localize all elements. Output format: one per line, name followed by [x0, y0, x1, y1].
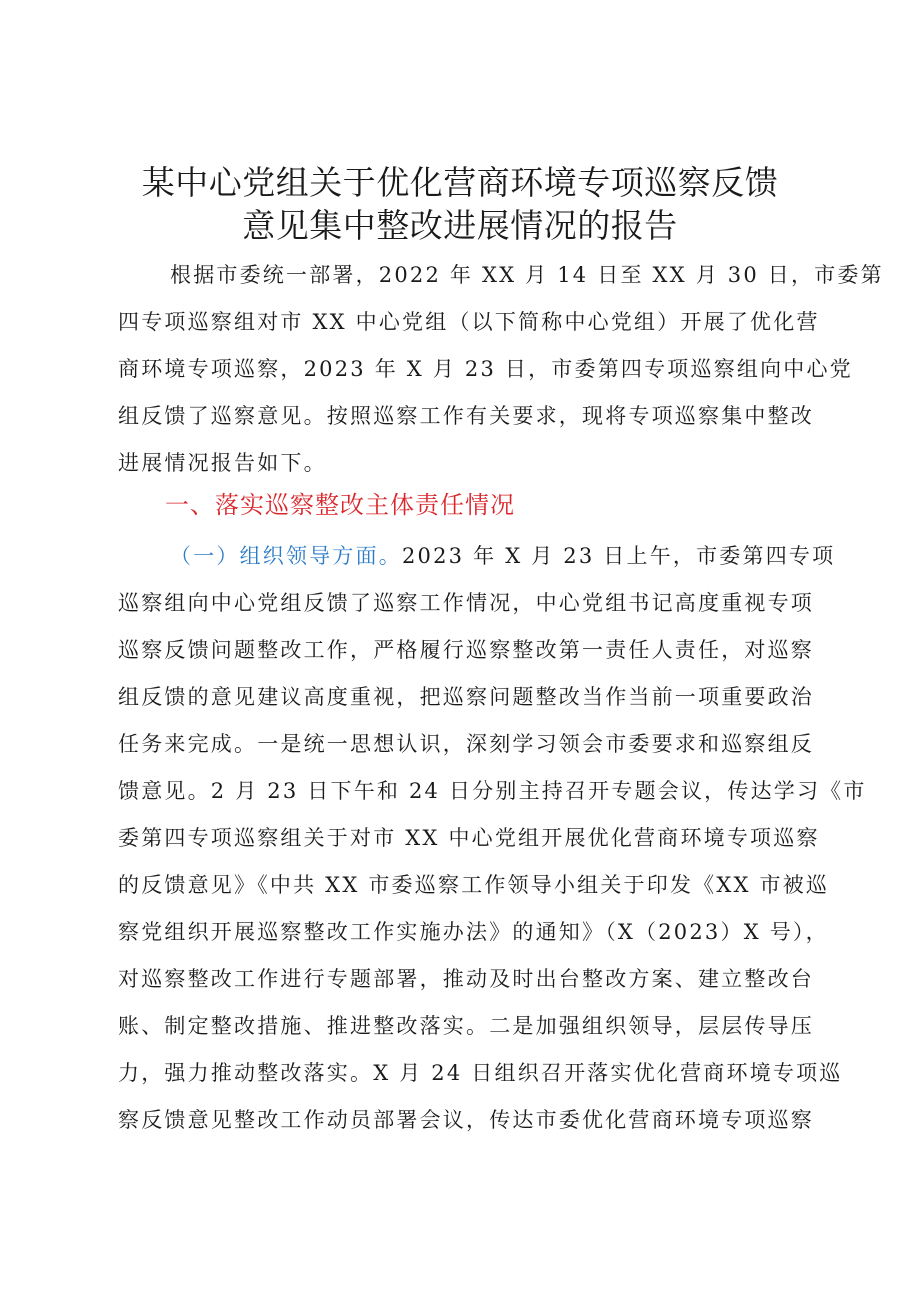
intro-paragraph-line: 根据市委统一部署，2022 年 XX 月 14 日至 XX 月 30 日，市委第: [170, 263, 884, 287]
intro-paragraph-line: 组反馈了巡察意见。按照巡察工作有关要求，现将专项巡察集中整改: [118, 404, 814, 428]
report-title-line-2: 意见集中整改进展情况的报告: [242, 206, 678, 245]
intro-paragraph-line: 进展情况报告如下。: [118, 451, 327, 475]
body-paragraph-line: 的反馈意见》《中共 XX 市委巡察工作领导小组关于印发《XX 市被巡: [118, 873, 830, 897]
body-paragraph-line: 对巡察整改工作进行专题部署，推动及时出台整改方案、建立整改台: [118, 967, 814, 991]
section-heading: 一、落实巡察整改主体责任情况: [165, 491, 515, 519]
body-paragraph-line: 组反馈的意见建议高度重视，把巡察问题整改当作当前一项重要政治: [118, 685, 814, 709]
body-paragraph-line: 任务来完成。一是统一思想认识，深刻学习领会市委要求和巡察组反: [118, 732, 814, 756]
subsection-first-line-text: 2023 年 X 月 23 日上午，市委第四专项: [402, 544, 836, 568]
body-paragraph-line: 察党组织开展巡察整改工作实施办法》的通知》（X（2023）X 号），: [118, 920, 829, 944]
intro-paragraph-line: 商环境专项巡察，2023 年 X 月 23 日，市委第四专项巡察组向中心党: [118, 357, 853, 381]
report-title-line-1: 某中心党组关于优化营商环境专项巡察反馈: [141, 163, 779, 202]
subsection-heading: （一）组织领导方面。: [170, 544, 402, 568]
intro-paragraph-line: 四专项巡察组对市 XX 中心党组（以下简称中心党组）开展了优化营: [118, 310, 820, 334]
subsection-first-line: [170, 541, 836, 571]
body-paragraph-line: 巡察反馈问题整改工作，严格履行巡察整改第一责任人责任，对巡察: [118, 638, 814, 662]
body-paragraph-line: 察反馈意见整改工作动员部署会议，传达市委优化营商环境专项巡察: [118, 1108, 814, 1132]
body-paragraph-line: 委第四专项巡察组关于对市 XX 中心党组开展优化营商环境专项巡察: [118, 826, 820, 850]
body-paragraph-line: 馈意见。2 月 23 日下午和 24 日分别主持召开专题会议，传达学习《市: [118, 779, 867, 803]
body-paragraph-line: 巡察组向中心党组反馈了巡察工作情况，中心党组书记高度重视专项: [118, 591, 814, 615]
body-paragraph-line: 力，强力推动整改落实。X 月 24 日组织召开落实优化营商环境专项巡: [118, 1061, 843, 1085]
body-paragraph-line: 账、制定整改措施、推进整改落实。二是加强组织领导，层层传导压: [118, 1014, 814, 1038]
